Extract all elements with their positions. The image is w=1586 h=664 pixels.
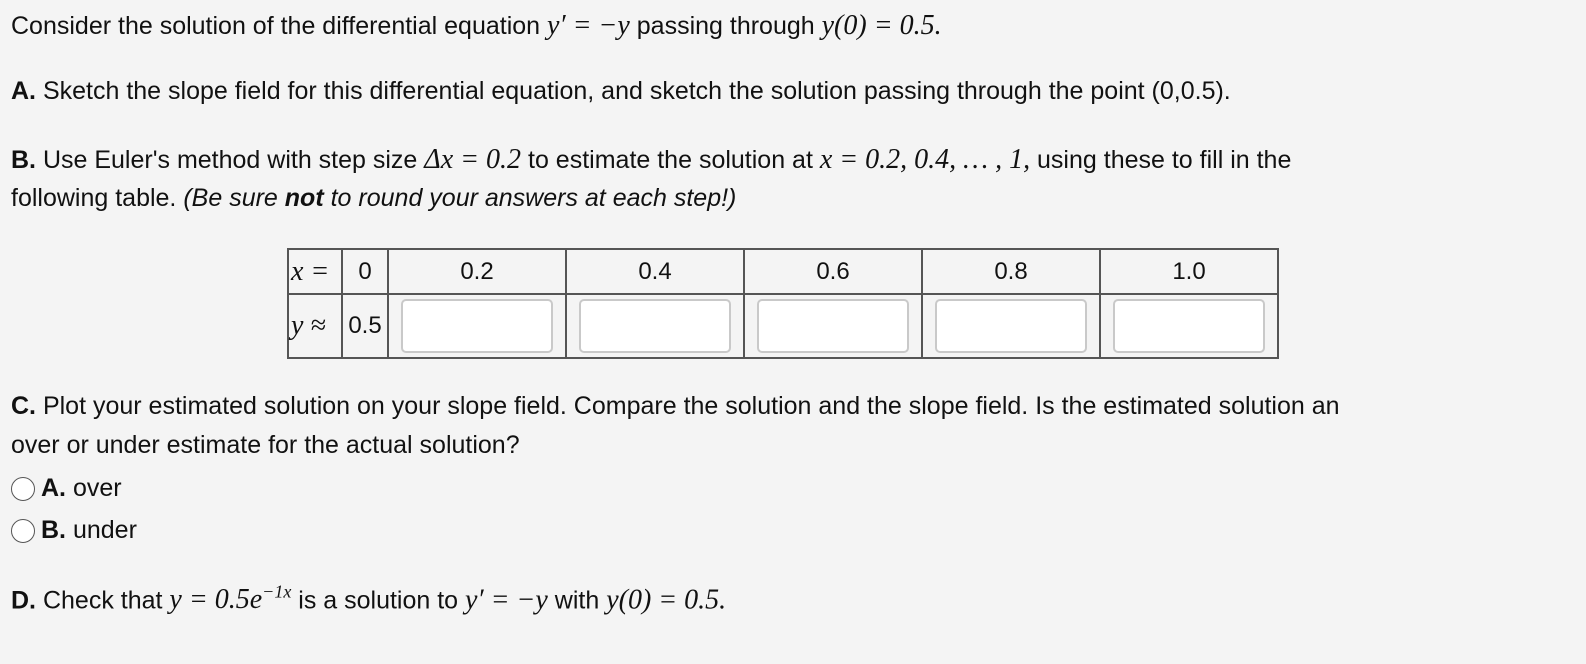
y-input-cell bbox=[1100, 294, 1278, 358]
x0-cell: 0 bbox=[342, 249, 388, 294]
option-text: under bbox=[72, 516, 137, 544]
radio-button-over[interactable] bbox=[11, 477, 35, 501]
part-b-step: Δx = 0.2 bbox=[424, 144, 522, 175]
part-b-text4: following table. bbox=[11, 184, 177, 212]
part-b-line1 bbox=[11, 144, 1291, 176]
part-d-solution bbox=[169, 584, 291, 615]
table-row-y bbox=[288, 294, 1278, 358]
x-label-cell bbox=[288, 249, 342, 294]
part-a-label: A. bbox=[11, 77, 36, 105]
intro-text: Consider the solution of the differential equation bbox=[11, 12, 541, 40]
intro-text-mid: passing through bbox=[636, 12, 815, 40]
y-input-cell bbox=[566, 294, 744, 358]
part-b-points: x = 0.2, 0.4, … , 1, bbox=[819, 144, 1031, 175]
part-d-text2: is a solution to bbox=[298, 586, 459, 615]
x-value-cell: 0.2 bbox=[388, 249, 566, 294]
part-a-text: Sketch the slope field for this differential equation, and sketch the solution passing through the point (0,0.5). bbox=[42, 77, 1231, 105]
y-input-cell bbox=[388, 294, 566, 358]
part-b-text2: to estimate the solution at bbox=[528, 146, 813, 174]
option-over[interactable] bbox=[11, 474, 122, 503]
y-input-cell bbox=[744, 294, 922, 358]
part-d-text3: with bbox=[554, 586, 600, 615]
part-b-note-pre: (Be sure bbox=[183, 184, 278, 212]
y-answer-input-2[interactable] bbox=[579, 299, 731, 353]
y-answer-input-4[interactable] bbox=[935, 299, 1087, 353]
option-letter: A. bbox=[41, 474, 66, 502]
option-text: over bbox=[72, 474, 122, 502]
x-value-cell: 0.4 bbox=[566, 249, 744, 294]
intro-equation: y′ = −y bbox=[547, 10, 630, 41]
y-input-cell bbox=[922, 294, 1100, 358]
y0-cell: 0.5 bbox=[342, 294, 388, 358]
option-letter: B. bbox=[41, 516, 66, 544]
part-d-exponent: −1x bbox=[262, 582, 292, 602]
table-row-x bbox=[288, 249, 1278, 294]
y-answer-input-5[interactable] bbox=[1113, 299, 1265, 353]
part-d-solution-base: y = 0.5e bbox=[169, 584, 263, 616]
part-c-line1 bbox=[11, 392, 1340, 421]
x-value-cell: 1.0 bbox=[1100, 249, 1278, 294]
part-c-line1-text: Plot your estimated solution on your slope field. Compare the solution and the slope field. Is the estimated solution an bbox=[42, 392, 1340, 420]
x-value-cell: 0.6 bbox=[744, 249, 922, 294]
part-b-text3: using these to fill in the bbox=[1037, 146, 1292, 174]
euler-table bbox=[287, 248, 1279, 359]
part-d-text1: Check that bbox=[42, 586, 163, 615]
part-b-note-post: to round your answers at each step!) bbox=[330, 184, 737, 212]
y-answer-input-1[interactable] bbox=[401, 299, 553, 353]
part-b-line2 bbox=[11, 184, 736, 213]
part-d-condition: y(0) = 0.5. bbox=[606, 584, 727, 616]
x-value-cell: 0.8 bbox=[922, 249, 1100, 294]
part-d-label: D. bbox=[11, 586, 36, 615]
option-under[interactable] bbox=[11, 516, 137, 545]
part-b-note-bold: not bbox=[284, 184, 324, 212]
part-d bbox=[11, 582, 726, 616]
part-c-label: C. bbox=[11, 392, 36, 420]
radio-button-under[interactable] bbox=[11, 519, 35, 543]
y-label: y ≈ bbox=[291, 310, 326, 341]
x-label: x = bbox=[291, 255, 330, 287]
part-d-equation: y′ = −y bbox=[465, 584, 548, 616]
part-c-line2 bbox=[11, 431, 520, 460]
y-answer-input-3[interactable] bbox=[757, 299, 909, 353]
part-b-text1: Use Euler's method with step size bbox=[42, 146, 418, 174]
part-c-line2-text: over or under estimate for the actual solution? bbox=[11, 431, 520, 459]
intro-condition: y(0) = 0.5. bbox=[821, 10, 942, 41]
y-label-cell bbox=[288, 294, 342, 358]
part-b-label: B. bbox=[11, 146, 36, 174]
intro-line bbox=[11, 10, 942, 42]
part-a bbox=[11, 77, 1231, 106]
